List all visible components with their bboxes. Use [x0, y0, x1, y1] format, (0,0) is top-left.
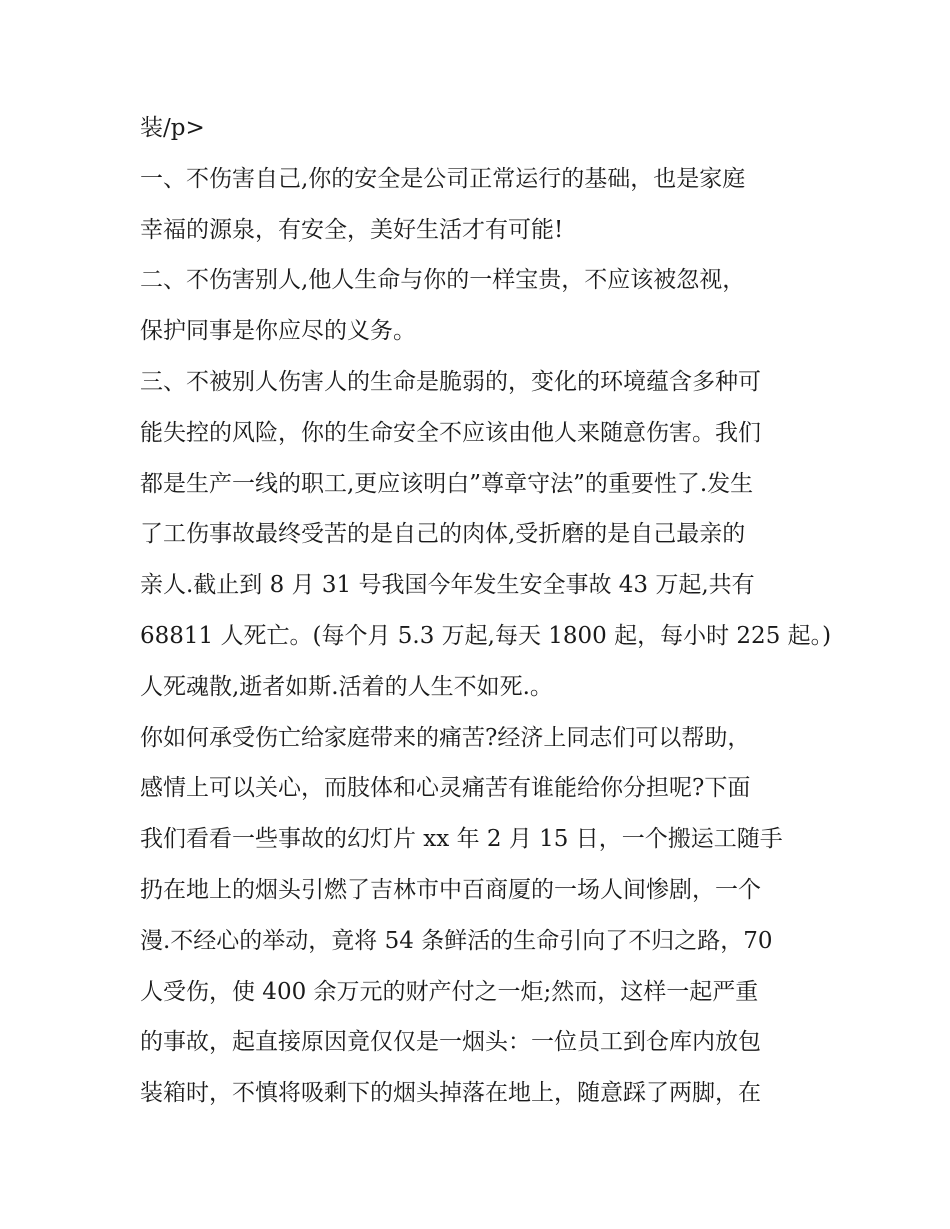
- text-line: 感情上可以关心，而肢体和心灵痛苦有谁能给你分担呢?下面: [140, 775, 751, 802]
- text-line: 亲人.截止到 8 月 31 号我国今年发生安全事故 43 万起,共有: [140, 572, 755, 599]
- text-line: 扔在地上的烟头引燃了吉林市中百商厦的一场人间惨剧，一个: [140, 876, 761, 903]
- text-line: 幸福的源泉，有安全，美好生活才有可能!: [140, 216, 564, 243]
- text-line: 68811 人死亡。(每个月 5.3 万起,每天 1800 起，每小时 225 起。): [140, 622, 832, 649]
- text-line: 装箱时，不慎将吸剩下的烟头掉落在地上，随意踩了两脚，在: [140, 1080, 761, 1107]
- text-line: 你如何承受伤亡给家庭带来的痛苦?经济上同志们可以帮助，: [140, 724, 751, 751]
- text-line: 保护同事是你应尽的义务。: [140, 318, 416, 345]
- text-line: 人死魂散,逝者如斯.活着的人生不如死.。: [140, 673, 553, 700]
- text-line: 漫.不经心的举动，竟将 54 条鲜活的生命引向了不归之路，70: [140, 927, 773, 954]
- text-line: 人受伤，使 400 余万元的财产付之一炬;然而，这样一起严重: [140, 978, 759, 1005]
- text-line: 能失控的风险，你的生命安全不应该由他人来随意伤害。我们: [140, 419, 761, 446]
- text-line: 二、不伤害别人,他人生命与你的一样宝贵，不应该被忽视，: [140, 267, 746, 294]
- text-line: 一、不伤害自己,你的安全是公司正常运行的基础，也是家庭: [140, 165, 746, 192]
- text-line: 三、不被别人伤害人的生命是脆弱的，变化的环境蕴含多种可: [140, 368, 761, 395]
- text-line: 装/p>: [140, 115, 205, 141]
- document-body: [140, 103, 832, 1119]
- text-line: 的事故，起直接原因竟仅仅是一烟头：一位员工到仓库内放包: [140, 1029, 761, 1056]
- text-line: 我们看看一些事故的幻灯片 xx 年 2 月 15 日，一个搬运工随手: [140, 826, 783, 853]
- text-line: 了工伤事故最终受苦的是自己的肉体,受折磨的是自己最亲的: [140, 521, 746, 548]
- text-line: 都是生产一线的职工,更应该明白”尊章守法”的重要性了.发生: [140, 470, 754, 497]
